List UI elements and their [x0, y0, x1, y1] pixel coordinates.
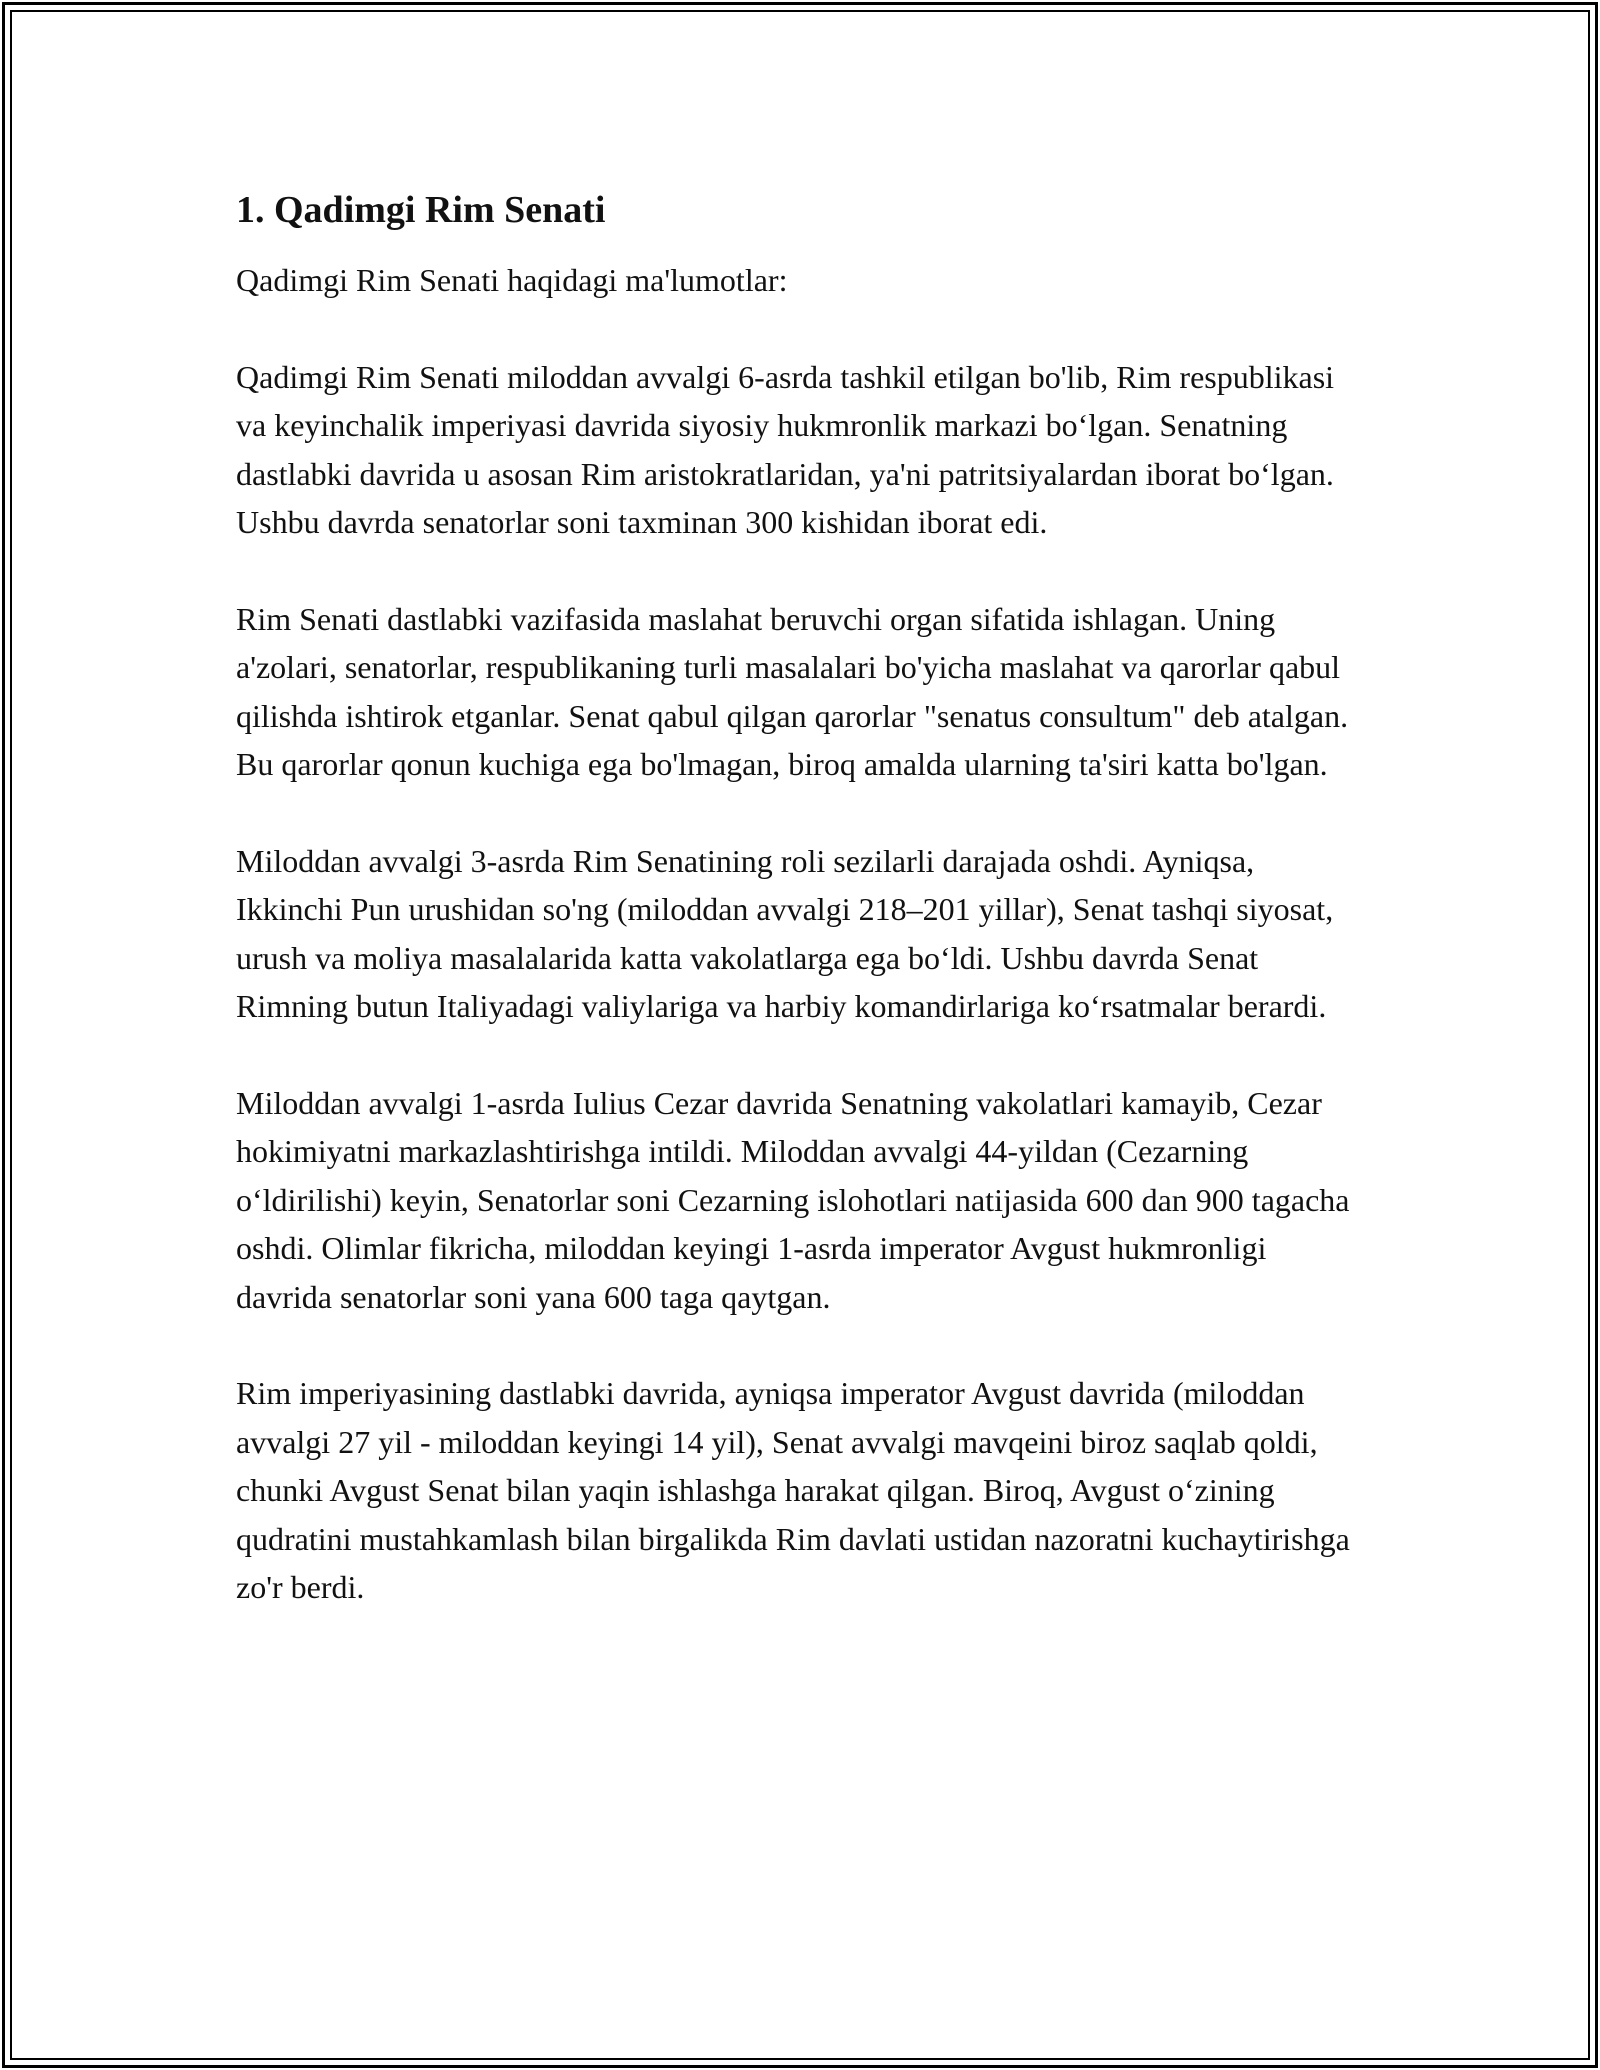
paragraph-2: Rim Senati dastlabki vazifasida maslahat beruvchi organ sifatida ishlagan. Uning a'zolari, senatorlar, respublikaning turli masalalari bo'yicha maslahat va qarorlar qabul qilishda ishtirok etganlar. Senat qabul qilgan qarorlar "senatus consultum" deb atalgan. Bu qarorlar qonun kuchiga ega bo'lmagan, biroq amalda ularning ta'siri katta bo'lgan. [236, 600, 1349, 782]
paragraph-3: Miloddan avvalgi 3-asrda Rim Senatining roli sezilarli darajada oshdi. Ayniqsa, Ikkinchi Pun urushidan so'ng (miloddan avvalgi 218–201 yillar), Senat tashqi siyosat, urush va moliya masalalarida katta vakolatlarga ega bo‘ldi. Ushbu davrda Senat Rimning butun Italiyadagi valiylariga va harbiy komandirlariga ko‘rsatmalar berardi. [236, 842, 1334, 1024]
paragraph-1: Qadimgi Rim Senati miloddan avvalgi 6-asrda tashkil etilgan bo'lib, Rim respublikasi va keyinchalik imperiyasi davrida siyosiy hukmronlik markazi bo‘lgan. Senatning dastlabki davrida u asosan Rim aristokratlaridan, ya'ni patritsiyalardan iborat bo‘lgan. Ushbu davrda senatorlar soni taxminan 300 kishidan iborat edi. [236, 358, 1335, 540]
intro-line: Qadimgi Rim Senati haqidagi ma'lumotlar: [236, 262, 788, 298]
section-heading: 1. Qadimgi Rim Senati [236, 189, 606, 231]
document-body [236, 186, 1366, 1660]
paragraph-4: Miloddan avvalgi 1-asrda Iulius Cezar davrida Senatning vakolatlari kamayib, Cezar hokimiyatni markazlashtirishga intildi. Miloddan avvalgi 44-yildan (Cezarning o‘ldirilishi) keyin, Senatorlar soni Cezarning islohotlari natijasida 600 dan 900 tagacha oshdi. Olimlar fikricha, miloddan keyingi 1-asrda imperator Avgust hukmronligi davrida senatorlar soni yana 600 taga qaytgan. [236, 1084, 1350, 1315]
paragraph-5: Rim imperiyasining dastlabki davrida, ayniqsa imperator Avgust davrida (miloddan avvalgi 27 yil - miloddan keyingi 14 yil), Senat avvalgi mavqeini biroz saqlab qoldi, chunki Avgust Senat bilan yaqin ishlashga harakat qilgan. Biroq, Avgust o‘zining qudratini mustahkamlash bilan birgalikda Rim davlati ustidan nazoratni kuchaytirishga zo'r berdi. [236, 1375, 1350, 1605]
